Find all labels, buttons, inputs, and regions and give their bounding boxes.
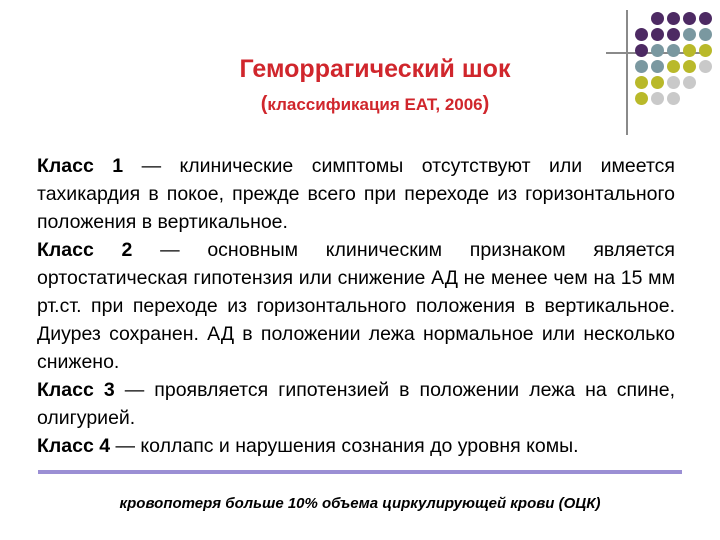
decorative-vertical-line [626,10,628,135]
decorative-dot [683,92,696,105]
classification-list [37,152,675,460]
slide-title: Геморрагический шок [239,55,511,83]
decorative-dot [699,92,712,105]
footer-divider [38,470,682,474]
decorative-dot [699,60,712,73]
decorative-dot [667,92,680,105]
decorative-dot [635,44,648,57]
footer-note: кровопотеря больше 10% объема циркулирующей крови (ОЦК) [119,495,601,512]
decorative-dot [667,12,680,25]
decorative-dot [651,44,664,57]
decorative-dot-grid [635,12,715,108]
decorative-dot [683,12,696,25]
decorative-dot [667,28,680,41]
decorative-dot [667,44,680,57]
decorative-dot [683,76,696,89]
subtitle-text: классификация EAT, 2006 [267,95,483,114]
decorative-dot [651,12,664,25]
subtitle-open-paren: ( [260,93,268,115]
decorative-dot [651,92,664,105]
decorative-dot [683,44,696,57]
decorative-dot [699,28,712,41]
decorative-dot [651,28,664,41]
decorative-dot [651,60,664,73]
decorative-dot [699,12,712,25]
decorative-dot [635,28,648,41]
class-1-label: Класс 1 [37,155,124,177]
class-1-text: — клинические симптомы отсутствуют или имеется тахикардия в покое, прежде всего при переходе из горизонтального положения в вертикальное. [37,155,675,233]
decorative-dot [699,76,712,89]
class-4-text: — коллапс и нарушения сознания до уровня комы. [110,435,579,457]
decorative-dot [683,28,696,41]
decorative-dot [683,60,696,73]
decorative-dot [667,76,680,89]
class-2-paragraph [37,236,675,376]
decorative-dot [651,76,664,89]
decorative-dot [635,76,648,89]
class-3-label: Класс 3 [37,379,115,401]
class-4-label: Класс 4 [37,435,111,457]
decorative-dot [667,60,680,73]
slide-subtitle [195,94,555,115]
class-1-paragraph [37,152,675,236]
class-4-paragraph [37,432,675,460]
class-2-text: — основным клиническим признаком является ортостатическая гипотензия или снижение АД не менее чем на 15 мм рт.ст. при переходе из горизонтального положения в вертикальное. Диурез сохранен. АД в положении лежа нормальное или несколько снижено. [37,239,675,373]
class-2-label: Класс 2 [37,239,133,261]
subtitle-close-paren: ) [482,93,490,115]
class-3-paragraph [37,376,675,432]
decorative-dot [635,92,648,105]
class-3-text: — проявляется гипотензией в положении лежа на спине, олигурией. [37,379,676,429]
decorative-dot [635,12,648,25]
decorative-dot [635,60,648,73]
decorative-dot [699,44,712,57]
